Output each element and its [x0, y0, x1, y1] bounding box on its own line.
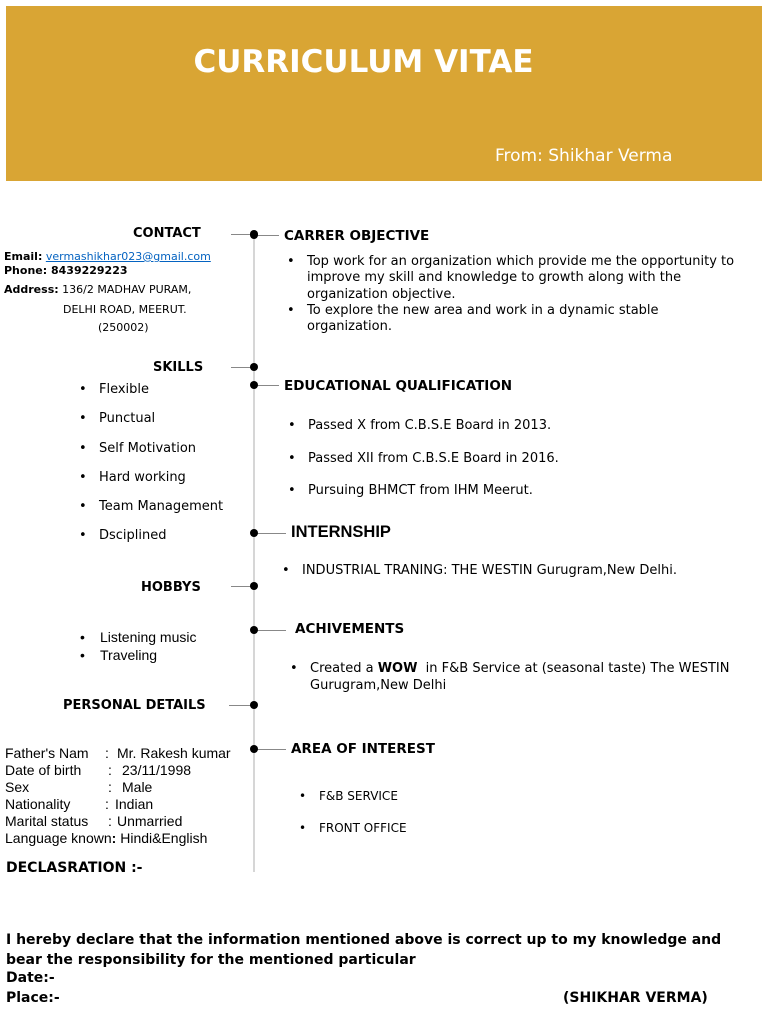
achievements-heading: ACHIVEMENTS: [295, 621, 405, 637]
achievements-connector: [255, 630, 286, 631]
skills-heading: SKILLS: [153, 360, 204, 375]
skill-item: • Punctual: [99, 411, 223, 440]
skill-item: • Self Motivation: [99, 441, 223, 470]
personal-row: Sex : Male: [5, 779, 153, 795]
hobbys-list: [100, 629, 197, 664]
objective-item: • Top work for an organization which provide me the opportunity to improve my skill and knowledge to growth along with the organization objective.: [307, 254, 747, 303]
skill-item: • Hard working: [99, 470, 223, 499]
education-item: • Passed XII from C.B.S.E Board in 2016.: [308, 451, 559, 484]
email-label: Email:: [4, 250, 43, 263]
interest-item: • FRONT OFFICE: [319, 821, 407, 853]
personal-row: Date of birth : 23/11/1998: [5, 762, 192, 778]
document-title: CURRICULUM VITAE: [193, 44, 534, 80]
education-dot: [250, 381, 258, 389]
internship-heading: INTERNSHIP: [291, 523, 391, 541]
author-line: From: Shikhar Verma: [495, 146, 673, 166]
education-list: [308, 418, 559, 516]
personal-heading: PERSONAL DETAILS: [63, 698, 206, 713]
achievements-list: [310, 661, 750, 694]
skills-dot: [250, 363, 258, 371]
hobby-item: • Listening music: [100, 629, 197, 647]
skill-item: • Dsciplined: [99, 528, 223, 557]
address-line-3: (250002): [98, 321, 149, 334]
internship-dot: [250, 529, 258, 537]
place-label: Place:-: [6, 990, 60, 1006]
email-row: [4, 250, 211, 263]
internship-item: • INDUSTRIAL TRANING: THE WESTIN Gurugram,New Delhi.: [302, 563, 677, 578]
declaration-text: I hereby declare that the information mentioned above is correct up to my knowledge and bear the responsibility for the mentioned particular: [6, 932, 722, 968]
skills-list: [99, 382, 223, 558]
personal-row: Marital status : Unmarried: [5, 813, 183, 829]
personal-dot: [250, 701, 258, 709]
email-link[interactable]: vermashikhar023@gmail.com: [45, 250, 211, 263]
skill-item: • Team Management: [99, 499, 223, 528]
signature-name: (SHIKHAR VERMA): [563, 990, 708, 1006]
interest-connector: [255, 749, 286, 750]
personal-details-table: [5, 745, 231, 847]
address-label: Address:: [4, 283, 59, 296]
contact-heading: CONTACT: [133, 226, 201, 241]
phone-value: 8439229223: [50, 264, 128, 277]
internship-list: [302, 563, 677, 578]
interest-dot: [250, 745, 258, 753]
interest-list: [319, 789, 407, 853]
internship-connector: [255, 533, 286, 534]
education-connector: [255, 385, 279, 386]
phone-label: Phone:: [4, 264, 48, 277]
personal-row: Language known: Hindi&English: [5, 830, 208, 846]
skill-item: • Flexible: [99, 382, 223, 411]
interest-heading: AREA OF INTEREST: [291, 741, 435, 757]
phone-row: [4, 264, 128, 277]
address-line-1: 136/2 MADHAV PURAM,: [62, 283, 192, 296]
objective-list: [307, 254, 747, 335]
objective-connector: [255, 235, 279, 236]
hobbys-heading: HOBBYS: [141, 580, 201, 595]
education-item: • Passed X from C.B.S.E Board in 2013.: [308, 418, 559, 451]
personal-row: Father's Nam : Mr. Rakesh kumar: [5, 745, 231, 761]
interest-item: • F&B SERVICE: [319, 789, 407, 821]
address-row: [4, 283, 191, 296]
objective-heading: CARRER OBJECTIVE: [284, 228, 430, 244]
achievements-dot: [250, 626, 258, 634]
education-heading: EDUCATIONAL QUALIFICATION: [284, 378, 513, 394]
hobbys-dot: [250, 582, 258, 590]
personal-row: Nationality : Indian: [5, 796, 154, 812]
objective-dot: [250, 231, 258, 239]
education-item: • Pursuing BHMCT from IHM Meerut.: [308, 483, 559, 516]
timeline-line: [253, 232, 255, 872]
date-label: Date:-: [6, 970, 55, 986]
declaration-heading: DECLASRATION :-: [6, 860, 143, 876]
objective-item: • To explore the new area and work in a dynamic stable organization.: [307, 303, 747, 336]
achievement-item: • Created a WOW in F&B Service at (seasonal taste) The WESTIN Gurugram,New Delhi: [310, 661, 750, 694]
address-line-2: DELHI ROAD, MEERUT.: [63, 303, 187, 316]
hobby-item: • Traveling: [100, 647, 197, 665]
